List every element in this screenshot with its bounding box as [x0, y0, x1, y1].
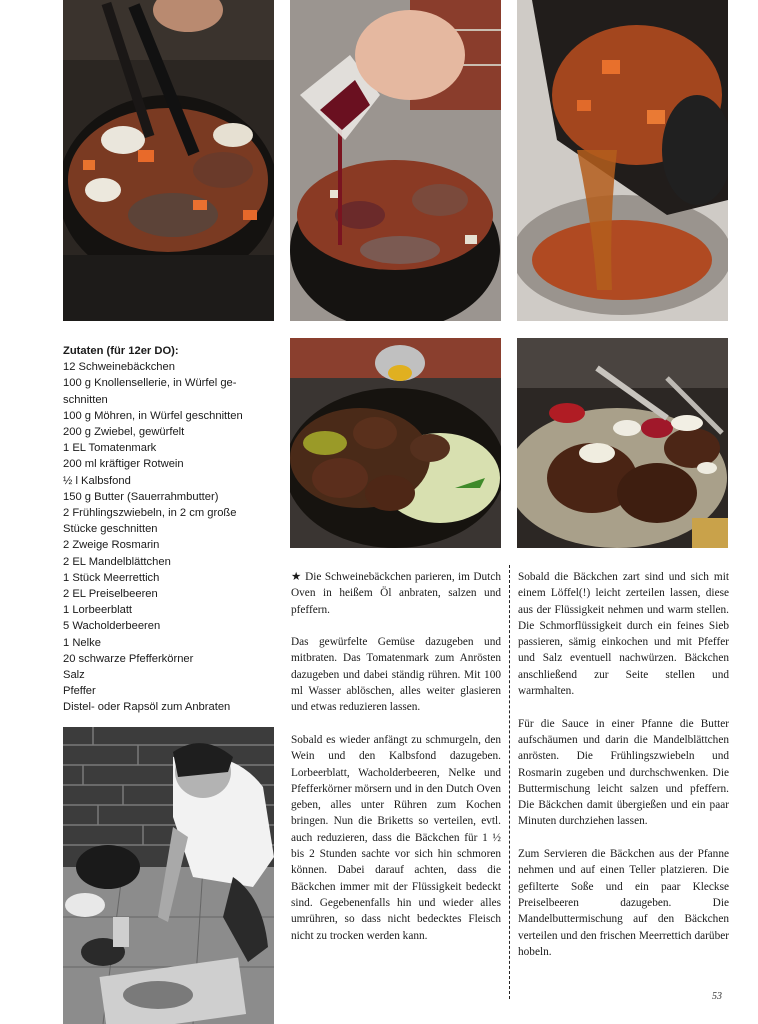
instructions-column-2 [518, 569, 729, 976]
instruction-paragraph: Sobald die Bäckchen zart sind und sich mit einem Löffel(!) leicht zerteilen lassen, diese aus der Flüssigkeit nehmen und warm stellen. Die Schmorflüssigkeit durch ein feines Sieb passieren, sämig einkochen und mit Pfeffer und Salz eventuell nachwürzen. Bäckchen anschließend zur Seite stellen und warmhalten. [518, 571, 729, 698]
ingredient-line: 200 ml kräftiger Rotwein [63, 458, 184, 471]
ingredient-line: 12 Schweinebäckchen [63, 361, 175, 374]
ingredient-line: ½ l Kalbsfond [63, 474, 131, 487]
ingredient-line: Distel- oder Rapsöl zum Anbraten [63, 701, 231, 714]
ingredient-line: 2 Frühlingszwiebeln, in 2 cm große [63, 507, 237, 520]
ingredients-heading: Zutaten (für 12er DO): [63, 345, 179, 357]
column-divider [509, 565, 510, 999]
ingredient-line: Salz [63, 669, 85, 682]
ingredient-line: schnitten [63, 393, 108, 406]
ingredient-line: 2 Zweige Rosmarin [63, 539, 160, 552]
plated-cheeks-with-horseradish-photo [517, 338, 728, 548]
ingredient-line: 1 EL Tomatenmark [63, 442, 157, 455]
ingredient-line: 2 EL Mandelblättchen [63, 555, 171, 568]
instruction-paragraph: Für die Sauce in einer Pfanne die Butter aufschäumen und darin die Mandelblättchen anrösten. Die Frühlingszwiebeln und Rosmarin zugeben und durchschwenken. Die Buttermischung leicht salzen und pfeffern. Die Bäckchen damit übergießen und ein paar Minuten durchziehen lassen. [518, 717, 729, 828]
instructions-column-1 [291, 569, 501, 960]
ingredient-line: 150 g Butter (Sauerrahmbutter) [63, 490, 219, 503]
ingredient-line: 5 Wacholderbeeren [63, 620, 161, 633]
ingredient-line: 1 Lorbeerblatt [63, 604, 133, 617]
ingredient-line: 100 g Knollensellerie, in Würfel ge- [63, 377, 237, 390]
instruction-paragraph: Sobald es wieder anfängt zu schmurgeln, den Wein und den Kalbsfond dazugeben. Lorbeerblatt, Wacholderbeeren, Nelke und Pfefferkörner mörsern und in den Dutch Oven geben, alles unter Rühren zum Kochen bringen. Nun die Briketts so verteilen, evtl. auch reduzieren, dass die Bäckchen für 1 ½ bis 2 Stunden sachte vor sich hin schmoren können. Dabei darauf achten, dass die Bäckchen immer mit der Flüssigkeit bedeckt sind. Gegebenenfalls hin und wieder alles umrühren, so dass nicht bedecktes Fleisch nicht zu trocken werden kann. [291, 733, 501, 942]
ingredient-line: 2 EL Preiselbeeren [63, 588, 158, 601]
ingredient-line: 20 schwarze Pfefferkörner [63, 652, 194, 665]
page-number: 53 [712, 991, 722, 1002]
pouring-red-wine-photo [290, 0, 501, 321]
instruction-paragraph: Das gewürfelte Gemüse dazugeben und mitbraten. Das Tomatenmark zum Anrösten dazugeben und dabei ständig rühren. Mit 100 ml Wasser ablöschen, alles weiter glasieren und etwas reduzieren lassen. [291, 636, 501, 714]
ingredient-line: 100 g Möhren, in Würfel geschnitten [63, 409, 243, 422]
ingredient-line: Pfeffer [63, 685, 96, 698]
instruction-paragraph: Zum Servieren die Bäckchen aus der Pfanne nehmen und auf einen Teller platzieren. Die gefilterte Soße und ein paar Kleckse Preiselbeeren dazugeben. Die Mandelbuttermischung auf den Bäckchen verteilen und den frischen Meerrettich darüber hobeln. [518, 848, 729, 958]
straining-sauce-photo [517, 0, 728, 321]
frying-cheeks-with-sauce-photo [290, 338, 501, 548]
pot-with-meat-and-vegetables-photo [63, 0, 274, 321]
ingredient-line: 200 g Zwiebel, gewürfelt [63, 426, 185, 439]
ingredients-list [63, 343, 275, 716]
instruction-paragraph: ★ Die Schweinebäckchen parieren, im Dutch Oven in heißem Öl anbraten, salzen und pfeffern. [291, 571, 501, 616]
ingredient-line: 1 Stück Meerrettich [63, 571, 160, 584]
ingredient-line: 1 Nelke [63, 636, 101, 649]
cook-crouching-at-dutch-oven-bw-photo [63, 727, 274, 1024]
ingredient-line: Stücke geschnitten [63, 523, 158, 536]
